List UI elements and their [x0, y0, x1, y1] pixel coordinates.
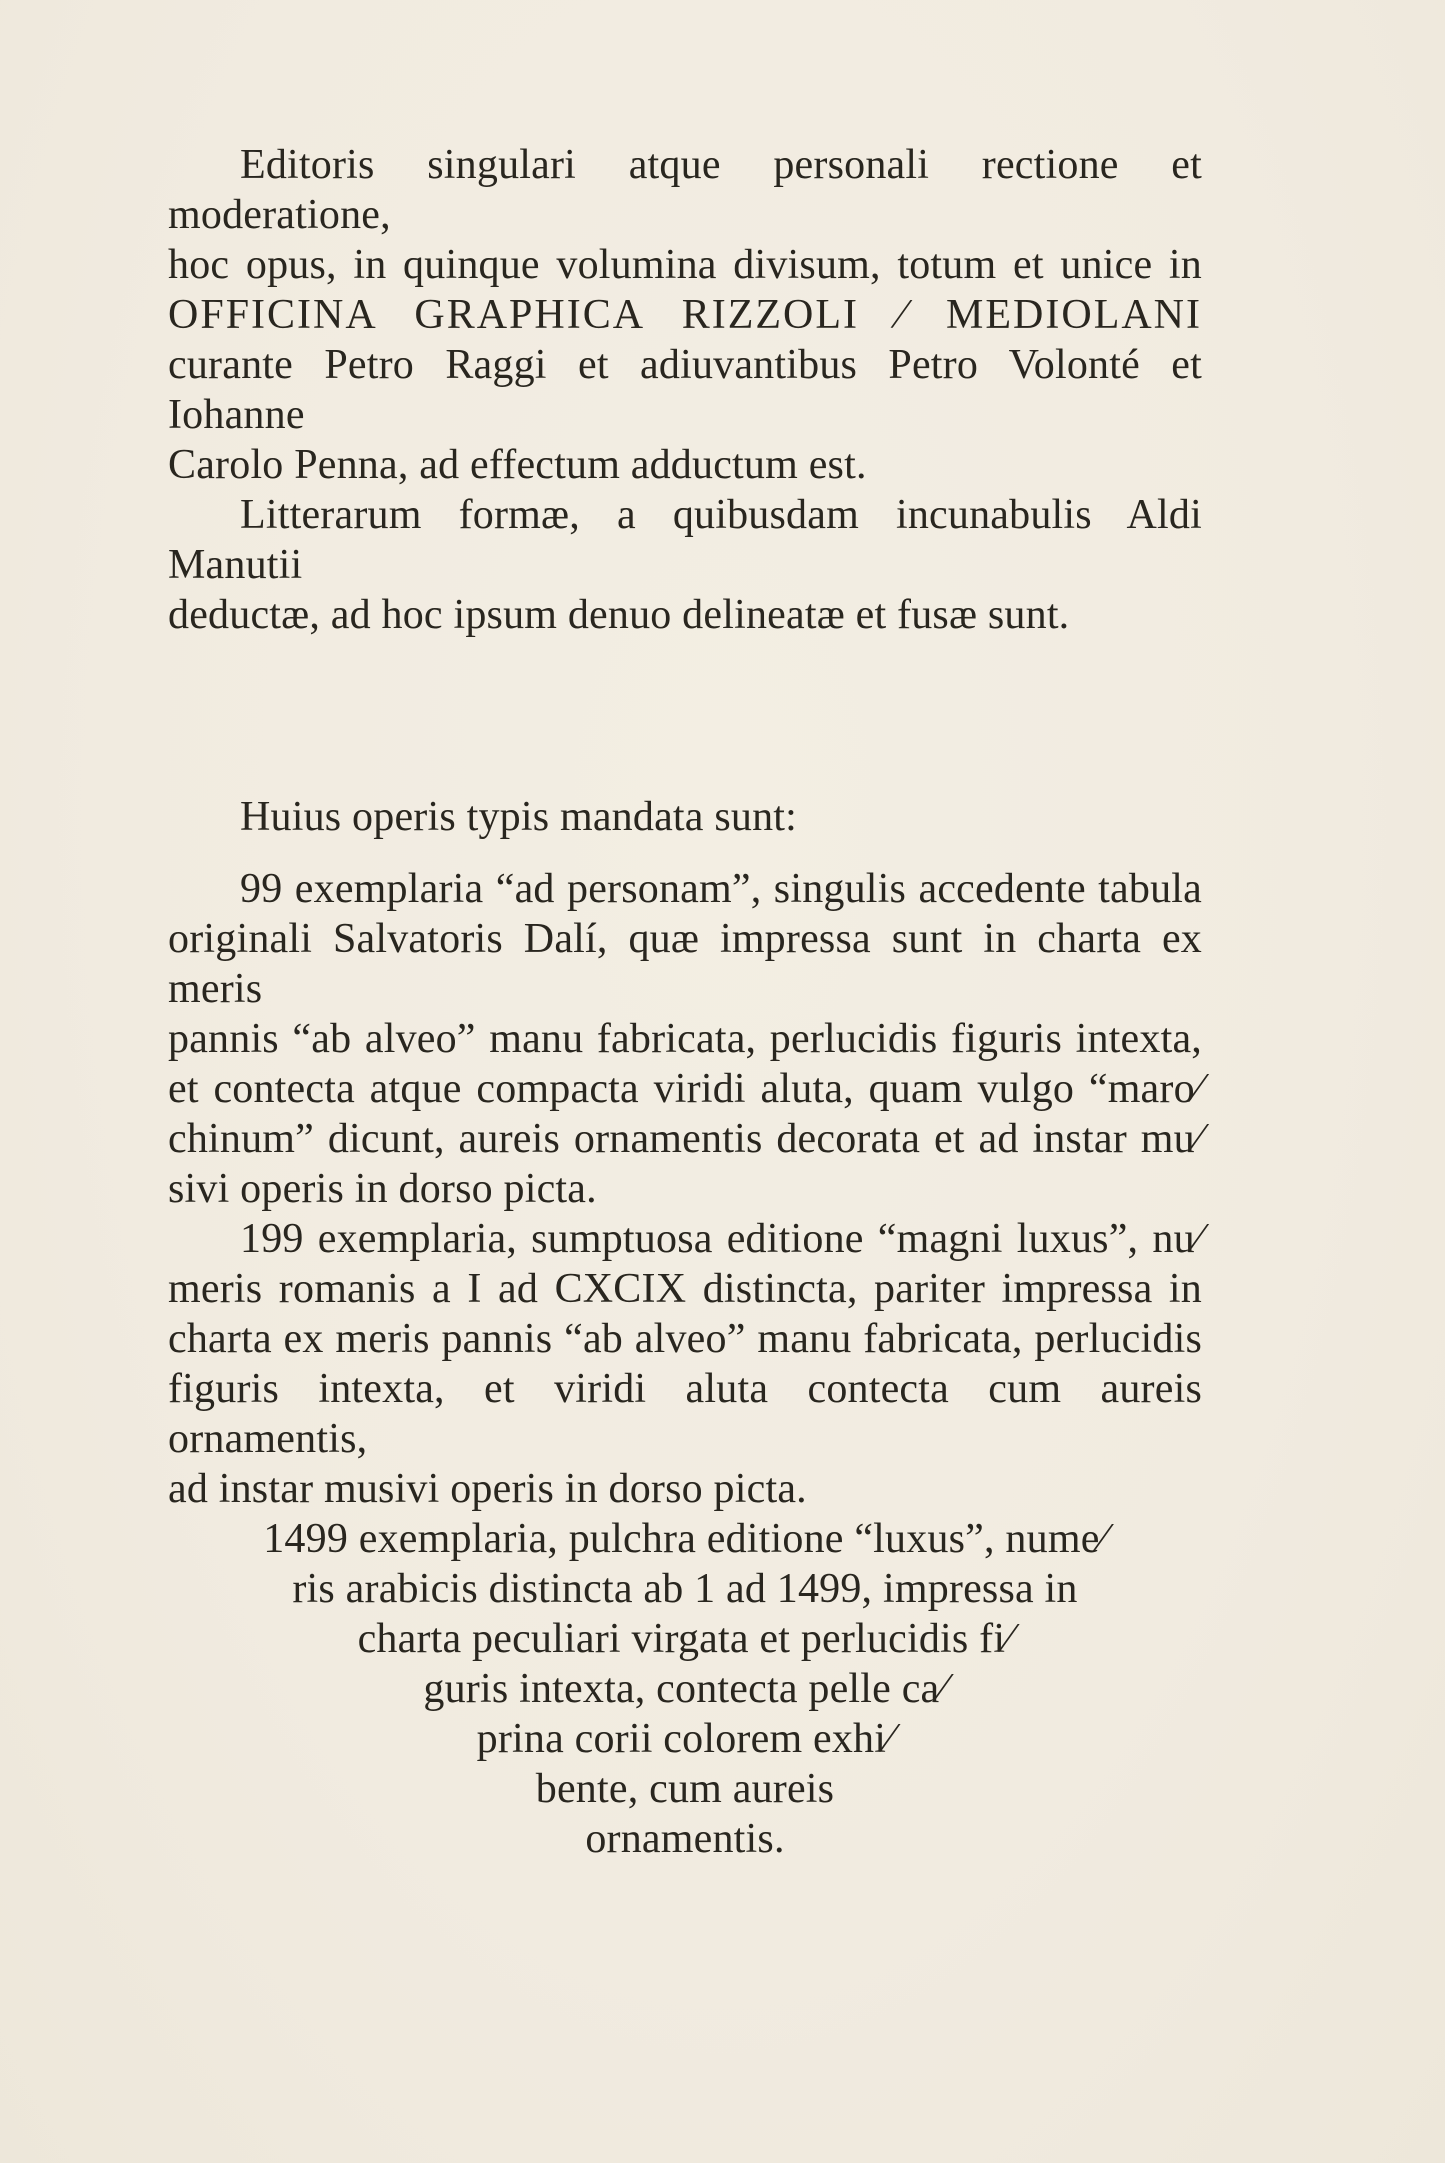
section-heading: Huius operis typis mandata sunt: [240, 794, 798, 840]
text-line: bente, cum aureis [535, 1766, 835, 1812]
paragraph-typeface-note [168, 490, 1202, 640]
text-line: Editoris singulari atque personali rectione et moderatione, [168, 142, 1202, 238]
colophon-text [168, 140, 1202, 1864]
paragraph-production [168, 140, 1202, 490]
text-line-imprint-caps: OFFICINA GRAPHICA RIZZOLI ⁄ MEDIOLANI [168, 292, 1202, 338]
text-line: charta ex meris pannis “ab alveo” manu fabricata, perlucidis [168, 1316, 1202, 1362]
text-line: Litterarum formæ, a quibusdam incunabulis Aldi Manutii [168, 492, 1202, 588]
paragraph-edition-99 [168, 864, 1202, 1214]
text-line: guris intexta, contecta pelle ca⁄ [423, 1666, 947, 1712]
text-line: figuris intexta, et viridi aluta contecta cum aureis ornamentis, [168, 1366, 1202, 1462]
paragraph-edition-1499 [168, 1514, 1202, 1864]
text-line: 99 exemplaria “ad personam”, singulis accedente tabula [240, 866, 1202, 912]
text-line: ad instar musivi operis in dorso picta. [168, 1466, 807, 1512]
text-line: deductæ, ad hoc ipsum denuo delineatæ et fusæ sunt. [168, 592, 1070, 638]
text-line: et contecta atque compacta viridi aluta, quam vulgo “maro⁄ [168, 1066, 1202, 1112]
text-line: Carolo Penna, ad effectum adductum est. [168, 442, 867, 488]
text-line: hoc opus, in quinque volumina divisum, totum et unice in [168, 242, 1202, 288]
text-line: charta peculiari virgata et perlucidis fi⁄ [357, 1616, 1013, 1662]
text-line: 199 exemplaria, sumptuosa editione “magni luxus”, nu⁄ [240, 1216, 1202, 1262]
text-line: ris arabicis distincta ab 1 ad 1499, impressa in [292, 1566, 1078, 1612]
text-line: sivi operis in dorso picta. [168, 1166, 597, 1212]
text-line: prina corii colorem exhi⁄ [476, 1716, 894, 1762]
text-line: 1499 exemplaria, pulchra editione “luxus”, nume⁄ [263, 1516, 1107, 1562]
text-line: ornamentis. [585, 1816, 785, 1862]
text-line: meris romanis a I ad CXCIX distincta, pariter impressa in [168, 1266, 1202, 1312]
text-line: curante Petro Raggi et adiuvantibus Petro Volonté et Iohanne [168, 342, 1202, 438]
text-line: chinum” dicunt, aureis ornamentis decorata et ad instar mu⁄ [168, 1116, 1202, 1162]
text-line: pannis “ab alveo” manu fabricata, perlucidis figuris intexta, [168, 1016, 1202, 1062]
text-line: originali Salvatoris Dalí, quæ impressa sunt in charta ex meris [168, 916, 1202, 1012]
paragraph-edition-199 [168, 1214, 1202, 1514]
